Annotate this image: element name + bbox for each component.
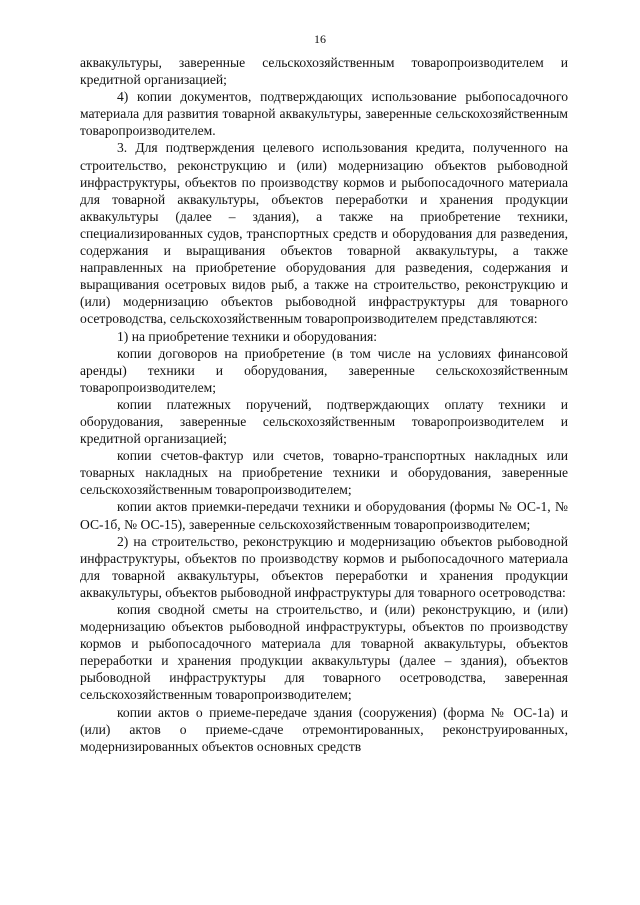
paragraph: копия сводной сметы на строительство, и (или) реконструкцию, и (или) модернизацию объектов рыбоводной инфраструктуры, объектов по производству кормов и рыбопосадочного материала для товарной аквакультуры, объектов переработки и хранения продукции аквакультуры (далее – здания), объектов рыбоводной инфраструктуры для товарного осетроводства, заверенная сельскохозяйственным товаропроизводителем; bbox=[80, 602, 568, 703]
paragraph: 2) на строительство, реконструкцию и модернизацию объектов рыбоводной инфраструктуры, объектов по производству кормов и рыбопосадочного материала для товарной аквакультуры, объектов переработки и хранения продукции аквакультуры, объектов рыбоводной инфраструктуры для товарного осетроводства: bbox=[80, 533, 568, 600]
document-body bbox=[80, 54, 568, 755]
page-number: 16 bbox=[314, 32, 326, 46]
paragraph: 3. Для подтверждения целевого использования кредита, полученного на строительство, реконструкцию и (или) модернизацию объектов рыбоводной инфраструктуры, объектов по производству кормов и рыбопосадочного материала для товарной аквакультуры, объектов переработки и хранения продукции аквакультуры (далее – здания), а также на приобретение техники, специализированных судов, транспортных средств и оборудования для разведения, содержания и выращивания объектов товарной аквакультуры, а также направленных на приобретение оборудования для разведения, содержания и выращивания осетровых видов рыб, а также на строительство, реконструкцию и (или) модернизацию объектов рыбоводной инфраструктуры для товарного осетроводства, сельскохозяйственным товаропроизводителем представляются: bbox=[80, 140, 568, 327]
paragraph: копии платежных поручений, подтверждающих оплату техники и оборудования, заверенные сельскохозяйственным товаропроизводителем и кредитной организацией; bbox=[80, 396, 568, 447]
paragraph: копии договоров на приобретение (в том числе на условиях финансовой аренды) техники и оборудования, заверенные сельскохозяйственным товаропроизводителем; bbox=[80, 345, 568, 395]
paragraph: копии актов о приеме-передаче здания (сооружения) (форма № ОС-1а) и (или) актов о приеме-сдаче отремонтированных, реконструированных, модернизированных объектов основных средств bbox=[80, 704, 568, 754]
paragraph: аквакультуры, заверенные сельскохозяйственным товаропроизводителем и кредитной организацией; bbox=[80, 55, 568, 88]
paragraph: 1) на приобретение техники и оборудования: bbox=[117, 328, 377, 344]
paragraph: 4) копии документов, подтверждающих использование рыбопосадочного материала для развития товарной аквакультуры, заверенные сельскохозяйственным товаропроизводителем. bbox=[80, 89, 568, 139]
paragraph: копии счетов-фактур или счетов, товарно-транспортных накладных или товарных накладных на приобретение техники и оборудования, заверенные сельскохозяйственным товаропроизводителем; bbox=[80, 448, 568, 498]
paragraph: копии актов приемки-передачи техники и оборудования (формы № ОС-1, № ОС-1б, № ОС-15), заверенные сельскохозяйственным товаропроизводителем; bbox=[80, 499, 568, 532]
